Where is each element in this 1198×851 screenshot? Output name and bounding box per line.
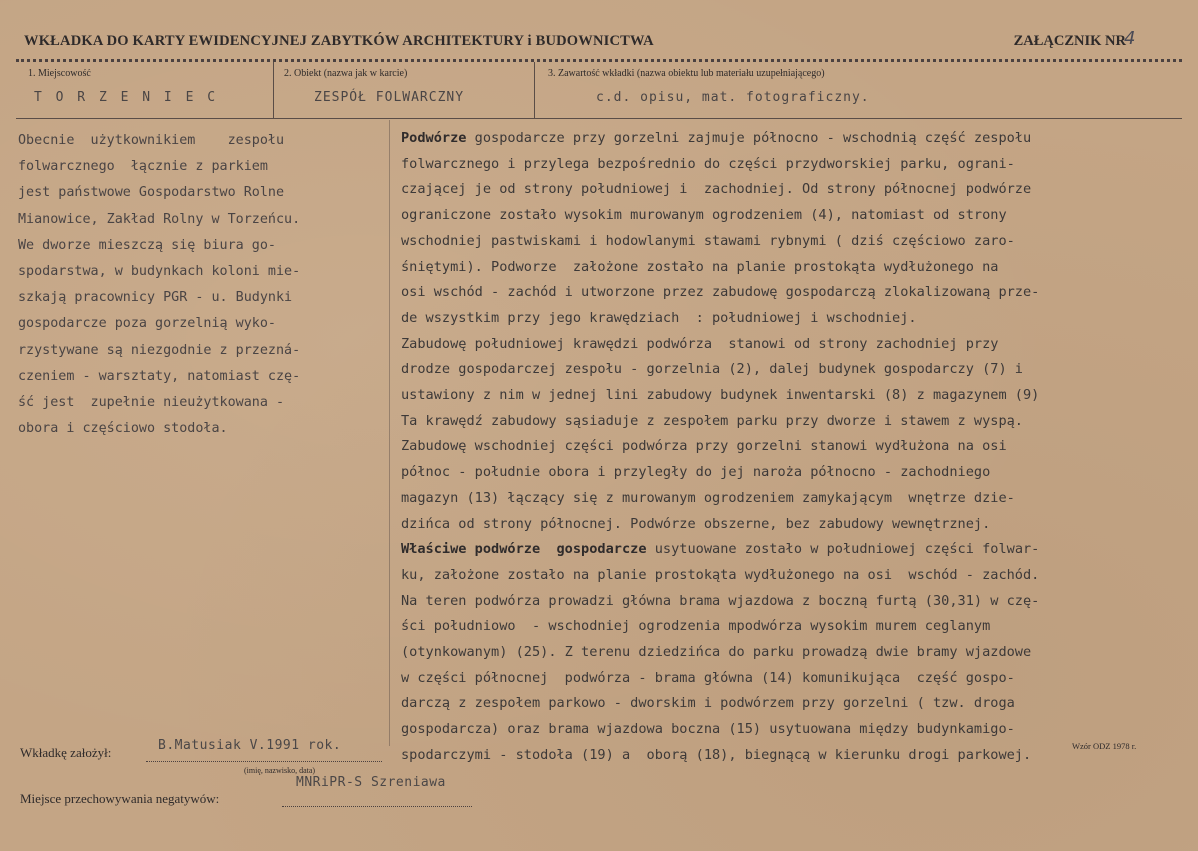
storage-label: Miejsce przechowywania negatywów: [20, 791, 220, 806]
locality-label: 1. Miejscowość [28, 68, 91, 79]
field-divider-2 [534, 62, 535, 118]
object-value: ZESPÓŁ FOLWARCZNY [314, 90, 465, 105]
heading-wlasciwe-podworze: Właściwe podwórze gospodarcze [401, 541, 647, 558]
header-divider [16, 59, 1182, 62]
storage-value: MNRiPR-S Szreniawa [296, 775, 446, 790]
paragraph-wlasciwe-podworze: usytuowane zostało w południowej części folwar- ku, założone zostało na planie prostokąta wydłużonego na osi wschód - zachód. Na teren podwórza prowadzi główna brama wjazdowa z boczną furtą (30,31) w czę- ści południowo - wschodniej ogrodzenia mpodwórza wysokim murem ceglanym (otynkowanym) (25). Z terenu dziedzińca do parku prowadzą dwie bramy wjazdowe w części północnej podwórza - brama główna (14) komunikująca część gospo- darczą z zespołem parkowo - dworskim i podwórzem przy gorzelni ( tzw. droga gospodarcza) oraz brama wjazdowa boczna (15) usytuowana między budynkamigo- spodarczymi - stodoła (19) a oborą (18), biegnącą w kierunku drogi parkowej. [401, 541, 1040, 763]
contents-value: c.d. opisu, mat. fotograficzny. [596, 90, 870, 105]
object-label: 2. Obiekt (nazwa jak w karcie) [284, 68, 408, 79]
storage-line [282, 806, 472, 807]
founder-caption: (imię, nazwisko, data) [244, 766, 316, 775]
locality-value: T O R Z E N I E C [34, 90, 219, 105]
fields-divider [16, 118, 1182, 119]
column-divider [389, 120, 390, 746]
attachment-label: ZAŁĄCZNIK NR [1013, 33, 1126, 49]
paragraph-podworze: gospodarcze przy gorzelni zajmuje północno - wschodnią część zespołu folwarcznego i przylega bezpośrednio do części przydworskiej parku, ograni- czającej je od strony południowej i zachodniej. Od strony północnej podwórze ograniczone zostało wysokim murowanym ogrodzeniem (4), natomiast od strony wschodniej pastwiskami i hodowlanymi stawami rybnymi ( dziś częściowo zaro- śniętymi). Podworze założone zostało na planie prostokąta wydłużonego na osi wschód - zachód i utworzone przez zabudowę gospodarczą zlokalizowaną prze- de wszystkim przy jego krawędziach : południowej i wschodniej. Zabudowę południowej krawędzi podwórza stanowi od strony zachodniej przy drodze gospodarczej zespołu - gorzelnia (2), dalej budynek gospodarczy (7) i ustawiony z nim w jednej lini zabudowy budynek inwentarski (8) z magazynem (9) Ta krawędź zabudowy sąsiaduje z zespołem parku przy dworze i stawem z wyspą. Zabudowę wschodniej części podwórza przy gorzelni stanowi wydłużona na osi północ - południe obora i przyległy do jej naroża północno - zachodniego magazyn (13) łączący się z murowanym ogrodzeniem zamykającym wnętrze dzie- dzińca od strony północnej. Podwórze obszerne, bez zabudowy wewnętrznej. [401, 130, 1040, 532]
form-code: Wzór ODZ 1978 r. [1072, 741, 1137, 751]
attachment-number: 4 [1124, 28, 1136, 49]
contents-label: 3. Zawartość wkładki (nazwa obiektu lub materiału uzupełniającego) [548, 68, 825, 79]
field-divider-1 [273, 62, 274, 118]
founder-value: B.Matusiak V.1991 rok. [158, 738, 342, 753]
usage-description: Obecnie użytkownikiem zespołu folwarcznego łącznie z parkiem jest państwowe Gospodarstwo Rolne Mianowice, Zakład Rolny w Torzeńcu. We dworze mieszczą się biura go- spodarstwa, w budynkach koloni mie- szkają pracownicy PGR - u. Budynki gospodarcze poza gorzelnią wyko- rzystywane są niezgodnie z przezná- czeniem - warsztaty, natomiast czę- ść jest zupełnie nieużytkowana - obora i częściowo stodoła. [18, 133, 301, 437]
founder-label: Wkładkę założył: [20, 745, 112, 760]
form-title: WKŁADKA DO KARTY EWIDENCYJNEJ ZABYTKÓW ARCHITEKTURY i BUDOWNICTWA [24, 33, 654, 49]
founder-line [146, 761, 382, 762]
yard-description [401, 126, 1185, 769]
heading-podworze: Podwórze [401, 130, 467, 146]
